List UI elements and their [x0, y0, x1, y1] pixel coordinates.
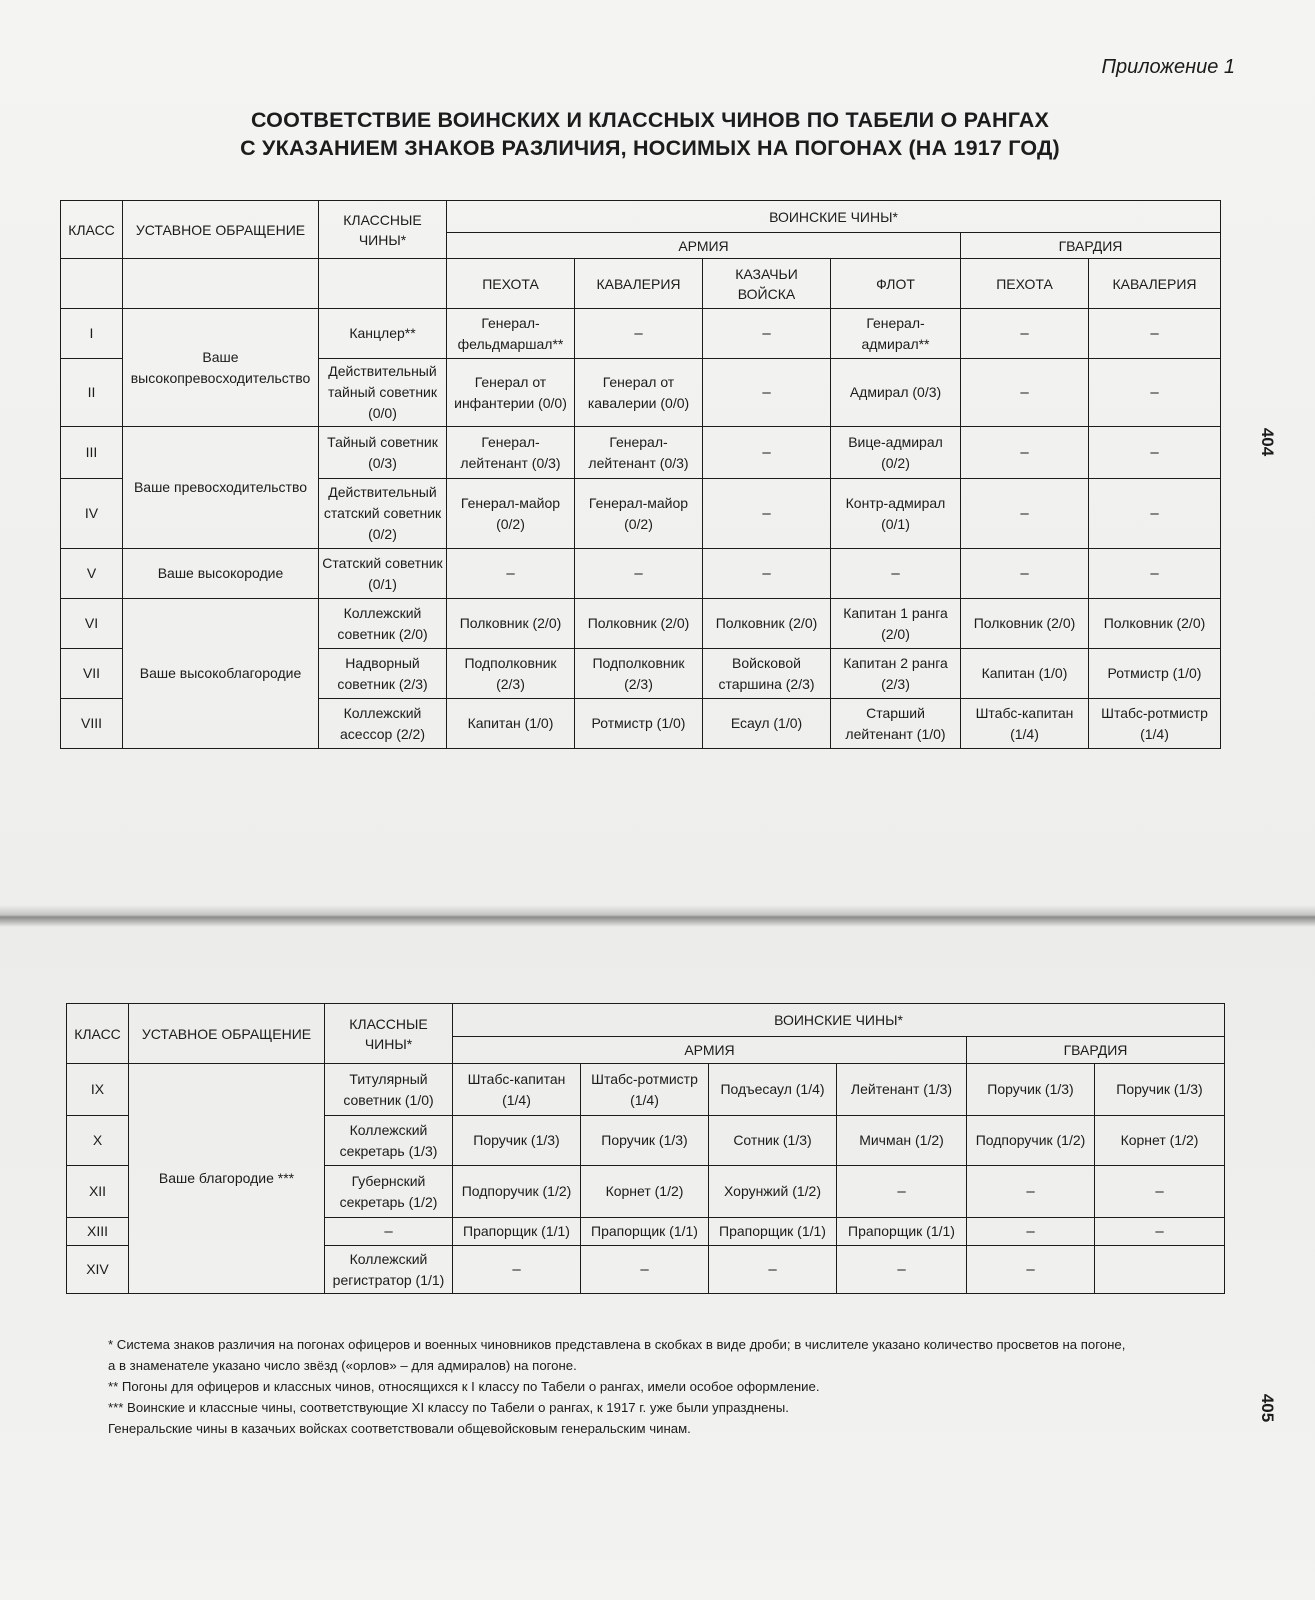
- header-klass: КЛАСС: [61, 201, 123, 259]
- navy-cell: Вице-адмирал (0/2): [831, 427, 961, 479]
- navy-cell: –: [837, 1246, 967, 1294]
- guard-cavalry-cell: Корнет (1/2): [1095, 1116, 1225, 1166]
- ranks-table-top: [60, 200, 1221, 749]
- cossack-cell: –: [703, 427, 831, 479]
- cavalry-cell: Поручик (1/3): [581, 1116, 709, 1166]
- header-guard: ГВАРДИЯ: [967, 1037, 1225, 1064]
- address-cell: Ваше превосходительство: [123, 427, 319, 549]
- header-cossack: КАЗАЧЬИ ВОЙСКА: [703, 259, 831, 309]
- guard-infantry-cell: Полковник (2/0): [961, 599, 1089, 649]
- guard-infantry-cell: Поручик (1/3): [967, 1064, 1095, 1116]
- header-military: ВОИНСКИЕ ЧИНЫ*: [447, 201, 1221, 233]
- page-number-404: 404: [1258, 427, 1278, 457]
- header-cavalry: КАВАЛЕРИЯ: [575, 259, 703, 309]
- header-military: ВОИНСКИЕ ЧИНЫ*: [453, 1004, 1225, 1037]
- navy-cell: –: [831, 549, 961, 599]
- guard-infantry-cell: –: [961, 427, 1089, 479]
- header-address: УСТАВНОЕ ОБРАЩЕНИЕ: [123, 201, 319, 259]
- klass-cell: III: [61, 427, 123, 479]
- guard-cavalry-cell: Ротмистр (1/0): [1089, 649, 1221, 699]
- table-row: [61, 549, 1221, 599]
- navy-cell: Генерал-адмирал**: [831, 309, 961, 359]
- guard-cavalry-cell: –: [1089, 359, 1221, 427]
- klass-cell: VII: [61, 649, 123, 699]
- header-civil: КЛАССНЫЕ ЧИНЫ*: [325, 1004, 453, 1064]
- header-navy: ФЛОТ: [831, 259, 961, 309]
- table-row: [67, 1064, 1225, 1116]
- cossack-cell: Есаул (1/0): [703, 699, 831, 749]
- guard-cavalry-cell: –: [1089, 309, 1221, 359]
- guard-infantry-cell: –: [961, 479, 1089, 549]
- navy-cell: Капитан 2 ранга (2/3): [831, 649, 961, 699]
- header-empty: [319, 259, 447, 309]
- cavalry-cell: Ротмистр (1/0): [575, 699, 703, 749]
- civil-cell: Действительный тайный советник (0/0): [319, 359, 447, 427]
- header-army: АРМИЯ: [447, 233, 961, 259]
- infantry-cell: Подполковник (2/3): [447, 649, 575, 699]
- address-cell: Ваше высокородие: [123, 549, 319, 599]
- civil-cell: Действительный статский советник (0/2): [319, 479, 447, 549]
- klass-cell: IV: [61, 479, 123, 549]
- civil-cell: Коллежский советник (2/0): [319, 599, 447, 649]
- header-guard-infantry: ПЕХОТА: [961, 259, 1089, 309]
- civil-cell: Канцлер**: [319, 309, 447, 359]
- infantry-cell: Генерал-лейтенант (0/3): [447, 427, 575, 479]
- navy-cell: Старший лейтенант (1/0): [831, 699, 961, 749]
- navy-cell: Капитан 1 ранга (2/0): [831, 599, 961, 649]
- guard-infantry-cell: –: [961, 309, 1089, 359]
- page-fold: [0, 905, 1315, 927]
- appendix-label: Приложение 1: [1101, 56, 1235, 78]
- civil-cell: Коллежский регистратор (1/1): [325, 1246, 453, 1294]
- klass-cell: IX: [67, 1064, 129, 1116]
- guard-cavalry-cell: –: [1089, 427, 1221, 479]
- klass-cell: II: [61, 359, 123, 427]
- cossack-cell: Подъесаул (1/4): [709, 1064, 837, 1116]
- page-number-405: 405: [1258, 1393, 1278, 1423]
- infantry-cell: Полковник (2/0): [447, 599, 575, 649]
- footnote-3: *** Воинские и классные чины, соответствующие XI классу по Табели о рангах, к 1917 г. уже были упразднены.: [108, 1400, 789, 1415]
- civil-cell: Коллежский асессор (2/2): [319, 699, 447, 749]
- footnote-4: Генеральские чины в казачьих войсках соответствовали общевойсковым генеральским чинам.: [108, 1421, 691, 1436]
- guard-cavalry-cell: –: [1089, 479, 1221, 549]
- document-title: [140, 106, 1160, 162]
- cossack-cell: Прапорщик (1/1): [709, 1218, 837, 1246]
- cossack-cell: –: [703, 309, 831, 359]
- klass-cell: XII: [67, 1166, 129, 1218]
- cossack-cell: Войсковой старшина (2/3): [703, 649, 831, 699]
- cavalry-cell: Полковник (2/0): [575, 599, 703, 649]
- cossack-cell: –: [703, 479, 831, 549]
- cossack-cell: –: [703, 549, 831, 599]
- guard-cavalry-cell: [1095, 1246, 1225, 1294]
- header-empty: [123, 259, 319, 309]
- cavalry-cell: –: [581, 1246, 709, 1294]
- klass-cell: I: [61, 309, 123, 359]
- cossack-cell: Хорунжий (1/2): [709, 1166, 837, 1218]
- infantry-cell: Генерал-майор (0/2): [447, 479, 575, 549]
- cavalry-cell: Корнет (1/2): [581, 1166, 709, 1218]
- civil-cell: Губернский секретарь (1/2): [325, 1166, 453, 1218]
- guard-cavalry-cell: Поручик (1/3): [1095, 1064, 1225, 1116]
- header-civil: КЛАССНЫЕ ЧИНЫ*: [319, 201, 447, 259]
- table-row: [61, 309, 1221, 359]
- klass-cell: VI: [61, 599, 123, 649]
- footnote-2: ** Погоны для офицеров и классных чинов, относящихся к I классу по Табели о рангах, имели особое оформление.: [108, 1379, 820, 1394]
- navy-cell: –: [837, 1166, 967, 1218]
- header-klass: КЛАСС: [67, 1004, 129, 1064]
- navy-cell: Лейтенант (1/3): [837, 1064, 967, 1116]
- guard-cavalry-cell: –: [1095, 1218, 1225, 1246]
- klass-cell: V: [61, 549, 123, 599]
- cossack-cell: –: [703, 359, 831, 427]
- guard-infantry-cell: –: [961, 359, 1089, 427]
- guard-infantry-cell: Штабс-капитан (1/4): [961, 699, 1089, 749]
- klass-cell: XIII: [67, 1218, 129, 1246]
- cossack-cell: Сотник (1/3): [709, 1116, 837, 1166]
- civil-cell: Статский советник (0/1): [319, 549, 447, 599]
- civil-cell: Надворный советник (2/3): [319, 649, 447, 699]
- table-row: [61, 599, 1221, 649]
- footnote-1-cont: а в знаменателе указано число звёзд («орлов» – для адмиралов) на погоне.: [108, 1358, 577, 1373]
- cossack-cell: Полковник (2/0): [703, 599, 831, 649]
- header-address: УСТАВНОЕ ОБРАЩЕНИЕ: [129, 1004, 325, 1064]
- footnotes: [108, 1334, 1178, 1439]
- cavalry-cell: Прапорщик (1/1): [581, 1218, 709, 1246]
- infantry-cell: Генерал от инфантерии (0/0): [447, 359, 575, 427]
- cavalry-cell: Подполковник (2/3): [575, 649, 703, 699]
- civil-cell: –: [325, 1218, 453, 1246]
- cavalry-cell: Генерал от кавалерии (0/0): [575, 359, 703, 427]
- infantry-cell: Капитан (1/0): [447, 699, 575, 749]
- klass-cell: XIV: [67, 1246, 129, 1294]
- header-guard: ГВАРДИЯ: [961, 233, 1221, 259]
- address-cell: Ваше высокоблагородие: [123, 599, 319, 749]
- infantry-cell: Штабс-капитан (1/4): [453, 1064, 581, 1116]
- klass-cell: VIII: [61, 699, 123, 749]
- title-line-1: СООТВЕТСТВИЕ ВОИНСКИХ И КЛАССНЫХ ЧИНОВ ПО ТАБЕЛИ О РАНГАХ: [250, 108, 1050, 132]
- header-guard-cavalry: КАВАЛЕРИЯ: [1089, 259, 1221, 309]
- navy-cell: Адмирал (0/3): [831, 359, 961, 427]
- guard-infantry-cell: –: [967, 1218, 1095, 1246]
- cavalry-cell: Генерал-лейтенант (0/3): [575, 427, 703, 479]
- guard-cavalry-cell: –: [1095, 1166, 1225, 1218]
- infantry-cell: Генерал-фельдмаршал**: [447, 309, 575, 359]
- ranks-table-bottom: [66, 1003, 1225, 1294]
- infantry-cell: –: [453, 1246, 581, 1294]
- civil-cell: Коллежский секретарь (1/3): [325, 1116, 453, 1166]
- navy-cell: Мичман (1/2): [837, 1116, 967, 1166]
- cavalry-cell: –: [575, 549, 703, 599]
- address-cell: Ваше высокопревосходительство: [123, 309, 319, 427]
- guard-infantry-cell: –: [961, 549, 1089, 599]
- footnote-1: * Система знаков различия на погонах офицеров и военных чиновников представлена в скобках в виде дроби; в числителе указано количество просветов на погоне,: [108, 1337, 1126, 1352]
- civil-cell: Тайный советник (0/3): [319, 427, 447, 479]
- guard-cavalry-cell: Полковник (2/0): [1089, 599, 1221, 649]
- header-army: АРМИЯ: [453, 1037, 967, 1064]
- header-infantry: ПЕХОТА: [447, 259, 575, 309]
- navy-cell: Контр-адмирал (0/1): [831, 479, 961, 549]
- civil-cell: Титулярный советник (1/0): [325, 1064, 453, 1116]
- infantry-cell: Прапорщик (1/1): [453, 1218, 581, 1246]
- infantry-cell: –: [447, 549, 575, 599]
- guard-infantry-cell: Капитан (1/0): [961, 649, 1089, 699]
- guard-cavalry-cell: Штабс-ротмистр (1/4): [1089, 699, 1221, 749]
- klass-cell: X: [67, 1116, 129, 1166]
- address-cell: Ваше благородие ***: [129, 1064, 325, 1294]
- cavalry-cell: Штабс-ротмистр (1/4): [581, 1064, 709, 1116]
- cavalry-cell: –: [575, 309, 703, 359]
- table-row: [61, 427, 1221, 479]
- guard-infantry-cell: –: [967, 1166, 1095, 1218]
- cossack-cell: –: [709, 1246, 837, 1294]
- infantry-cell: Подпоручик (1/2): [453, 1166, 581, 1218]
- title-line-2: С УКАЗАНИЕМ ЗНАКОВ РАЗЛИЧИЯ, НОСИМЫХ НА ПОГОНАХ (НА 1917 ГОД): [240, 136, 1060, 160]
- cavalry-cell: Генерал-майор (0/2): [575, 479, 703, 549]
- header-empty: [61, 259, 123, 309]
- guard-cavalry-cell: –: [1089, 549, 1221, 599]
- infantry-cell: Поручик (1/3): [453, 1116, 581, 1166]
- navy-cell: Прапорщик (1/1): [837, 1218, 967, 1246]
- guard-infantry-cell: –: [967, 1246, 1095, 1294]
- guard-infantry-cell: Подпоручик (1/2): [967, 1116, 1095, 1166]
